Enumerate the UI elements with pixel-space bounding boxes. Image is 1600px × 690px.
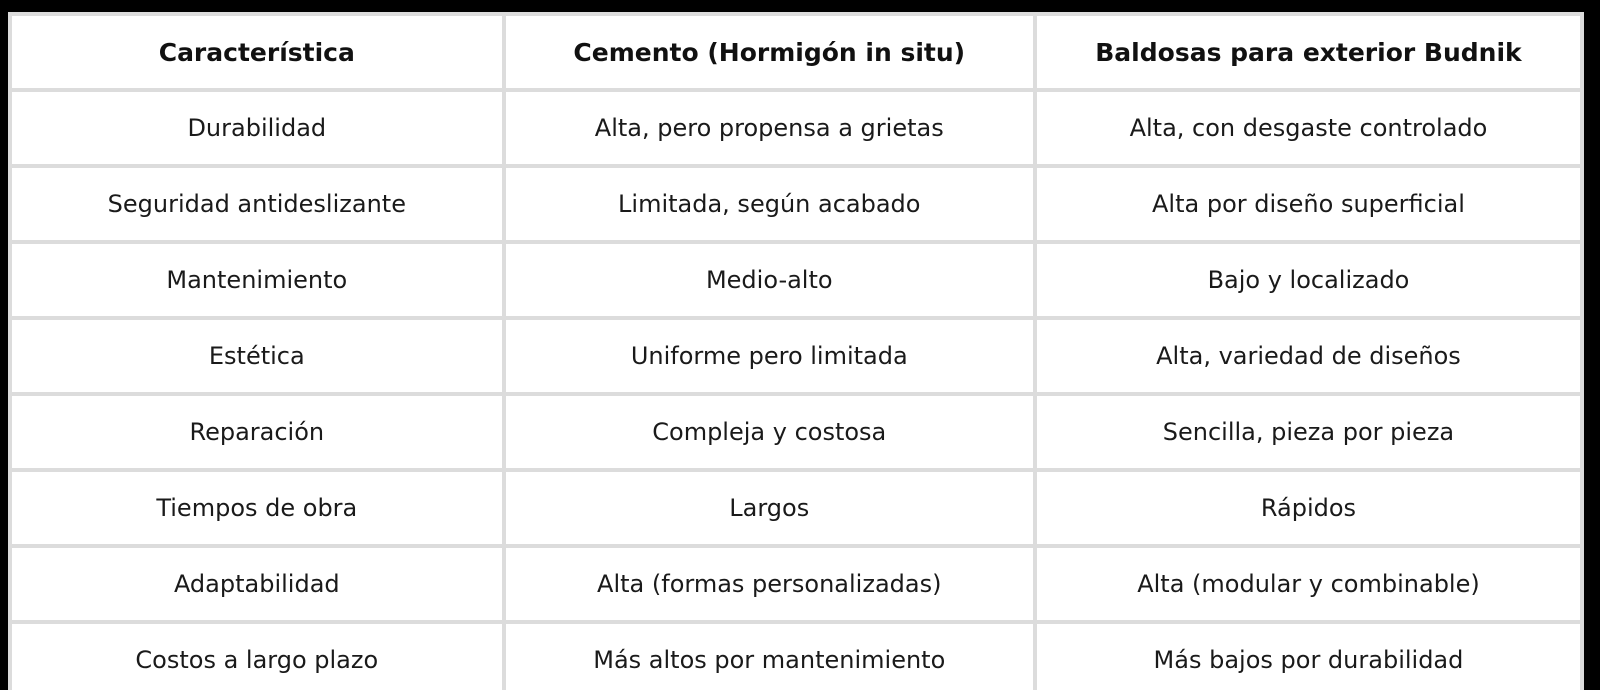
table-cell: Alta por diseño superficial xyxy=(1035,166,1582,242)
table-row xyxy=(10,394,1582,470)
table-cell: Reparación xyxy=(10,394,504,470)
header-cemento: Cemento (Hormigón in situ) xyxy=(504,14,1035,90)
table-cell: Medio-alto xyxy=(504,242,1035,318)
table-cell: Sencilla, pieza por pieza xyxy=(1035,394,1582,470)
table-row xyxy=(10,166,1582,242)
table-row xyxy=(10,470,1582,546)
table-cell: Durabilidad xyxy=(10,90,504,166)
table-row xyxy=(10,546,1582,622)
header-row xyxy=(10,14,1582,90)
table-cell: Alta (modular y combinable) xyxy=(1035,546,1582,622)
table-cell: Rápidos xyxy=(1035,470,1582,546)
table-row xyxy=(10,90,1582,166)
table-cell: Limitada, según acabado xyxy=(504,166,1035,242)
table-cell: Uniforme pero limitada xyxy=(504,318,1035,394)
table-cell: Tiempos de obra xyxy=(10,470,504,546)
table-cell: Compleja y costosa xyxy=(504,394,1035,470)
header-baldosas: Baldosas para exterior Budnik xyxy=(1035,14,1582,90)
table-cell: Alta, pero propensa a grietas xyxy=(504,90,1035,166)
table-row xyxy=(10,242,1582,318)
table-cell: Costos a largo plazo xyxy=(10,622,504,690)
table-cell: Mantenimiento xyxy=(10,242,504,318)
table-cell: Alta, variedad de diseños xyxy=(1035,318,1582,394)
table-cell: Adaptabilidad xyxy=(10,546,504,622)
table-cell: Más bajos por durabilidad xyxy=(1035,622,1582,690)
comparison-table xyxy=(8,12,1584,690)
table-cell: Alta, con desgaste controlado xyxy=(1035,90,1582,166)
table-cell: Largos xyxy=(504,470,1035,546)
table-cell: Bajo y localizado xyxy=(1035,242,1582,318)
table-cell: Seguridad antideslizante xyxy=(10,166,504,242)
table-row xyxy=(10,622,1582,690)
header-caracteristica: Característica xyxy=(10,14,504,90)
table-cell: Estética xyxy=(10,318,504,394)
table-row xyxy=(10,318,1582,394)
table-cell: Alta (formas personalizadas) xyxy=(504,546,1035,622)
table-cell: Más altos por mantenimiento xyxy=(504,622,1035,690)
